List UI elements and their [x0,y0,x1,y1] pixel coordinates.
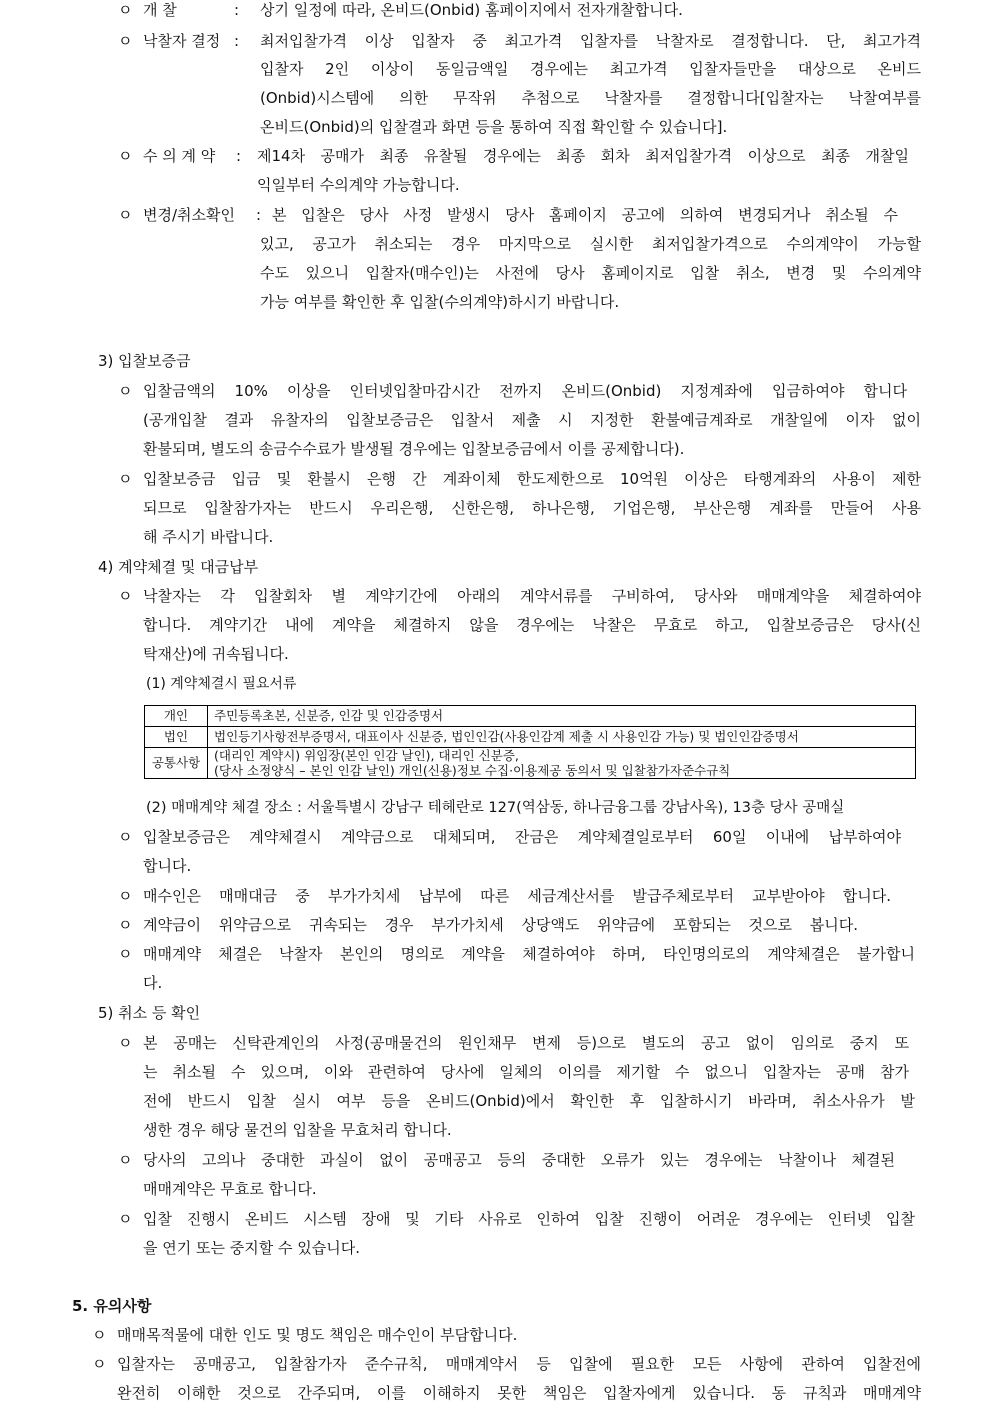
table-cell-type: 개인 [145,706,208,727]
paragraph-line: 되므로 입찰참가자는 반드시 우리은행, 신한은행, 하나은행, 기업은행, 부산은행 계좌를 만들어 사용 [143,499,921,517]
rule-label: 수 의 계 약 [143,147,216,165]
paragraph-line: 입찰 진행시 온비드 시스템 장애 및 기타 사유로 인하여 입찰 진행이 어려운 경우에는 인터넷 입찰 [143,1210,915,1228]
paragraph-line: 전에 반드시 입찰 실시 여부 등을 온비드(Onbid)에서 확인한 후 입찰하시기 바라며, 취소사유가 발 [143,1092,915,1110]
section-heading: 5. 유의사항 [72,1297,152,1315]
rule-label: 변경/취소확인 [143,206,235,224]
table-cell-docs: (대리인 계약시) 위임장(본인 인감 날인), 대리인 신분증, (당사 소정양식 – 본인 인감 날인) 개인(신용)정보 수집·이용제공 동의서 및 입찰참가자준수규칙 [208,748,916,779]
rule-text-line: 입찰자 2인 이상이 동일금액일 경우에는 최고가격 입찰자들만을 대상으로 온비드 [260,60,921,78]
paragraph-line: 다. [143,974,163,992]
bullet-icon: ㅇ [118,1034,133,1052]
rule-label: 개 찰 [143,1,177,19]
paragraph-line: 합니다. [143,857,192,875]
paragraph-line: 는 취소될 수 있으며, 이와 관련하여 당사에 일체의 이의를 제기할 수 없으니 입찰자는 공매 참가 [143,1063,909,1081]
paragraph-line: 탁재산)에 귀속됩니다. [143,645,289,663]
paragraph-line: 입찰금액의 10% 이상을 인터넷입찰마감시간 전까지 온비드(Onbid) 지정계좌에 입금하여야 합니다 [143,382,907,400]
rule-colon: : [234,32,240,50]
bullet-icon: ㅇ [92,1355,107,1373]
table-row [145,706,916,727]
rule-text-line: 있고, 공고가 취소되는 경우 마지막으로 실시한 최저입찰가격으로 수의계약이 가능할 [260,235,921,253]
bullet-icon: ㅇ [118,206,133,224]
paragraph-line: 을 연기 또는 중지할 수 있습니다. [143,1239,360,1257]
paragraph-line: (공개입찰 결과 유찰자의 입찰보증금은 입찰서 제출 시 지정한 환불예금계좌로 개찰일에 이자 없이 [143,411,921,429]
paragraph-line: 생한 경우 해당 물건의 입찰을 무효처리 합니다. [143,1121,452,1139]
rule-text: 상기 일정에 따라, 온비드(Onbid) 홈페이지에서 전자개찰합니다. [260,1,683,19]
paragraph-line: 매매목적물에 대한 인도 및 명도 책임은 매수인이 부담합니다. [117,1326,518,1344]
paragraph-line: 합니다. 계약기간 내에 계약을 체결하지 않을 경우에는 낙찰은 무효로 하고, 입찰보증금은 당사(신 [143,616,921,634]
paragraph-line: 계약금이 위약금으로 귀속되는 경우 부가가치세 상당액도 위약금에 포함되는 것으로 봅니다. [143,916,858,934]
rule-colon: : [256,206,262,224]
paragraph-line: 해 주시기 바랍니다. [143,528,274,546]
paragraph-line: 입찰자는 공매공고, 입찰참가자 준수규칙, 매매계약서 등 입찰에 필요한 모든 사항에 관하여 입찰전에 [117,1355,921,1373]
rule-text-line: 수도 있으니 입찰자(매수인)는 사전에 당사 홈페이지로 입찰 취소, 변경 및 수의계약 [260,264,921,282]
rule-text-line: 가능 여부를 확인한 후 입찰(수의계약)하시기 바랍니다. [260,293,620,311]
bullet-icon: ㅇ [118,1210,133,1228]
rule-colon: : [234,1,240,19]
contract-place: (2) 매매계약 체결 장소 : 서울특별시 강남구 테헤란로 127(역삼동, 하나금융그룹 강남사옥), 13층 당사 공매실 [146,800,845,816]
section-heading: 4) 계약체결 및 대금납부 [98,558,259,576]
paragraph-line: 낙찰자는 각 입찰회차 별 계약기간에 아래의 계약서류를 구비하여, 당사와 매매계약을 체결하여야 [143,587,921,605]
rule-colon: : [236,147,242,165]
bullet-icon: ㅇ [118,470,133,488]
bullet-icon: ㅇ [118,587,133,605]
paragraph-line: 입찰보증금 입금 및 환불시 은행 간 계좌이체 한도제한으로 10억원 이상은 타행계좌의 사용이 제한 [143,470,921,488]
table-row [145,727,916,748]
bullet-icon: ㅇ [92,1326,107,1344]
bullet-icon: ㅇ [118,147,133,165]
rule-text-line: 최저입찰가격 이상 입찰자 중 최고가격 입찰자를 낙찰자로 결정합니다. 단, 최고가격 [260,32,921,50]
bullet-icon: ㅇ [118,945,133,963]
table-cell-docs: 주민등록초본, 신분증, 인감 및 인감증명서 [208,706,916,727]
paragraph-line: 매매계약은 무효로 합니다. [143,1180,317,1198]
table-cell-type: 법인 [145,727,208,748]
docs-title: (1) 계약체결시 필요서류 [146,676,297,692]
rule-text-line: 제14차 공매가 최종 유찰될 경우에는 최종 회차 최저입찰가격 이상으로 최종 개찰일 [257,147,909,165]
paragraph-line: 당사의 고의나 중대한 과실이 없이 공매공고 등의 중대한 오류가 있는 경우에는 낙찰이나 체결된 [143,1151,895,1169]
bullet-icon: ㅇ [118,382,133,400]
rule-label: 낙찰자 결정 [143,32,221,50]
paragraph-line: 본 공매는 신탁관계인의 사정(공매물건의 원인채무 변제 등)으로 별도의 공고 없이 임의로 중지 또 [143,1034,909,1052]
bullet-icon: ㅇ [118,1151,133,1169]
paragraph-line: 환불되며, 별도의 송금수수료가 발생될 경우에는 입찰보증금에서 이를 공제합니다). [143,440,685,458]
rule-text-line: 익일부터 수의계약 가능합니다. [257,176,460,194]
table-cell-docs: 법인등기사항전부증명서, 대표이사 신분증, 법인인감(사용인감계 제출 시 사용인감 가능) 및 법인인감증명서 [208,727,916,748]
section-heading: 5) 취소 등 확인 [98,1004,201,1022]
bullet-icon: ㅇ [118,1,133,19]
rule-text-line: (Onbid)시스템에 의한 무작위 추첨으로 낙찰자를 결정합니다[입찰자는 낙찰여부를 [260,89,921,107]
section-heading: 3) 입찰보증금 [98,352,191,370]
bullet-icon: ㅇ [118,828,133,846]
bullet-icon: ㅇ [118,916,133,934]
bullet-icon: ㅇ [118,32,133,50]
required-documents-table [144,705,916,779]
bullet-icon: ㅇ [118,887,133,905]
rule-text-line: 온비드(Onbid)의 입찰결과 화면 등을 통하여 직접 확인할 수 있습니다]. [260,118,728,136]
paragraph-line: 완전히 이해한 것으로 간주되며, 이를 이해하지 못한 책임은 입찰자에게 있습니다. 동 규칙과 매매계약 [117,1384,921,1402]
table-row [145,748,916,779]
rule-text-line: 본 입찰은 당사 사정 발생시 당사 홈페이지 공고에 의하여 변경되거나 취소될 수 [272,206,898,224]
paragraph-line: 입찰보증금은 계약체결시 계약금으로 대체되며, 잔금은 계약체결일로부터 60일 이내에 납부하여야 [143,828,901,846]
paragraph-line: 매수인은 매매대금 중 부가가치세 납부에 따른 세금계산서를 발급주체로부터 교부받아야 합니다. [143,887,891,905]
paragraph-line: 매매계약 체결은 낙찰자 본인의 명의로 계약을 체결하여야 하며, 타인명의로의 계약체결은 불가합니 [143,945,915,963]
table-cell-type: 공통사항 [145,748,208,779]
